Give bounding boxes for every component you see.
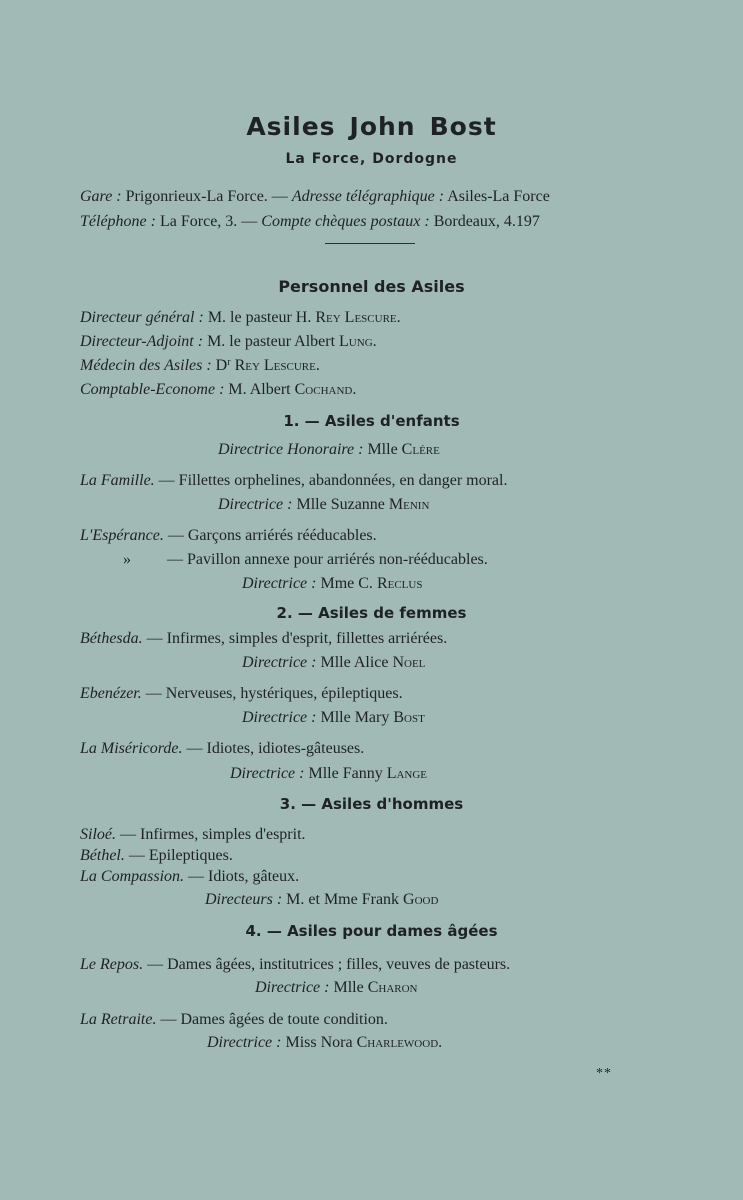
asylum-line: [80, 472, 507, 490]
role: Directrice :: [255, 979, 330, 996]
personnel-row: [80, 309, 401, 327]
personnel-row: [80, 357, 320, 375]
page-title: [0, 112, 743, 141]
title-word: Asiles: [246, 112, 336, 141]
director-line: [255, 979, 418, 997]
label: Gare :: [80, 188, 122, 205]
name: Rey Lescure.: [315, 309, 401, 326]
label: Téléphone :: [80, 213, 156, 230]
value: Asiles-La Force: [444, 188, 550, 205]
role: Directeurs :: [205, 891, 283, 908]
description: — Dames âgées, institutrices ; filles, veuves de pasteurs.: [143, 956, 511, 973]
description: — Infirmes, simples d'esprit.: [116, 826, 306, 843]
asylum-line: [80, 956, 510, 974]
asylum-name: La Retraite.: [80, 1011, 157, 1028]
text: M. le pasteur Albert: [203, 333, 340, 350]
contact-line-2: [80, 213, 540, 231]
description: — Idiots, gâteux.: [184, 868, 300, 885]
asylum-name: La Miséricorde.: [80, 740, 183, 757]
director-line: [218, 441, 440, 459]
title-word: John: [349, 112, 416, 141]
asylum-line: [80, 1011, 388, 1029]
ditto-mark: »: [123, 551, 131, 568]
text: Mlle: [363, 441, 402, 458]
name: Rey Lescure.: [234, 357, 320, 374]
name: Charlewood.: [356, 1034, 443, 1051]
page-subtitle: La Force, Dordogne: [285, 151, 458, 167]
description: — Garçons arriérés rééducables.: [163, 527, 377, 544]
personnel-row: [80, 333, 377, 351]
section-heading: 2. — Asiles de femmes: [276, 604, 467, 622]
role: Directrice :: [230, 765, 305, 782]
value: Bordeaux, 4.197: [429, 213, 540, 230]
role: Directeur général :: [80, 309, 204, 326]
asylum-name: Ebenézer.: [80, 685, 142, 702]
asylum-name: La Compassion.: [80, 868, 185, 885]
asylum-line: [80, 630, 447, 648]
name: Charon: [367, 979, 418, 996]
asylum-name: L'Espérance.: [80, 527, 164, 544]
director-line: [230, 765, 427, 783]
role: Comptable-Econome :: [80, 381, 225, 398]
asylum-line: [123, 551, 488, 569]
label: Compte chèques postaux :: [261, 213, 430, 230]
text: M. et Mme Frank: [282, 891, 404, 908]
personnel-heading: Personnel des Asiles: [278, 277, 465, 296]
description: — Idiotes, idiotes-gâteuses.: [182, 740, 365, 757]
asylum-name: Béthel.: [80, 847, 125, 864]
role: Directrice :: [242, 575, 317, 592]
text: Mlle Suzanne: [292, 496, 389, 513]
section-heading: 4. — Asiles pour dames âgées: [245, 922, 498, 940]
director-line: [242, 654, 425, 672]
name: Good: [403, 891, 439, 908]
role: Directrice :: [207, 1034, 282, 1051]
description: — Nerveuses, hystériques, épileptiques.: [141, 685, 403, 702]
asylum-name: Siloé.: [80, 826, 116, 843]
director-line: [205, 891, 438, 909]
text: Miss Nora: [281, 1034, 357, 1051]
name: Lung.: [339, 333, 377, 350]
text: Mlle Alice: [316, 654, 393, 671]
description: — Dames âgées de toute condition.: [156, 1011, 388, 1028]
divider: [325, 243, 415, 244]
value: Prigonrieux-La Force. —: [121, 188, 292, 205]
role: Directrice Honoraire :: [218, 441, 364, 458]
text: Mlle Mary: [316, 709, 394, 726]
footer-mark: **: [596, 1066, 612, 1081]
name: Clére: [401, 441, 440, 458]
value: La Force, 3. —: [155, 213, 262, 230]
personnel-row: [80, 381, 356, 399]
title-word: Bost: [429, 112, 497, 141]
asylum-line: [80, 527, 377, 545]
director-line: [242, 575, 422, 593]
director-line: [242, 709, 425, 727]
asylum-line: [80, 847, 233, 865]
role: Directrice :: [242, 709, 317, 726]
text: M. Albert: [224, 381, 295, 398]
section-heading: 1. — Asiles d'enfants: [283, 412, 460, 430]
section-heading: 3. — Asiles d'hommes: [279, 795, 464, 813]
role: Médecin des Asiles :: [80, 357, 212, 374]
name: Menin: [388, 496, 430, 513]
description: — Fillettes orphelines, abandonnées, en danger moral.: [154, 472, 508, 489]
asylum-line: [80, 740, 364, 758]
role: Directeur-Adjoint :: [80, 333, 204, 350]
text: Mlle Fanny: [304, 765, 387, 782]
superscript: r: [227, 357, 231, 368]
role: Directrice :: [218, 496, 293, 513]
name: Bost: [393, 709, 425, 726]
description: — Epileptiques.: [124, 847, 233, 864]
text: M. le pasteur H.: [203, 309, 316, 326]
text: Mlle: [329, 979, 368, 996]
label: Adresse télégraphique :: [291, 188, 445, 205]
name: Noel: [392, 654, 426, 671]
director-line: [218, 496, 429, 514]
asylum-name: Béthesda.: [80, 630, 143, 647]
role: Directrice :: [242, 654, 317, 671]
name: Reclus: [376, 575, 423, 592]
director-line: [207, 1034, 442, 1052]
text: Mme C.: [316, 575, 377, 592]
description: — Pavillon annexe pour arriérés non-rééducables.: [167, 551, 488, 568]
asylum-line: [80, 868, 299, 886]
name: Lange: [386, 765, 428, 782]
asylum-name: Le Repos.: [80, 956, 144, 973]
asylum-name: La Famille.: [80, 472, 155, 489]
description: — Infirmes, simples d'esprit, fillettes arriérées.: [142, 630, 448, 647]
text: D: [211, 357, 228, 374]
asylum-line: [80, 685, 403, 703]
asylum-line: [80, 826, 306, 844]
name: Cochand.: [294, 381, 357, 398]
contact-line-1: [80, 188, 550, 206]
